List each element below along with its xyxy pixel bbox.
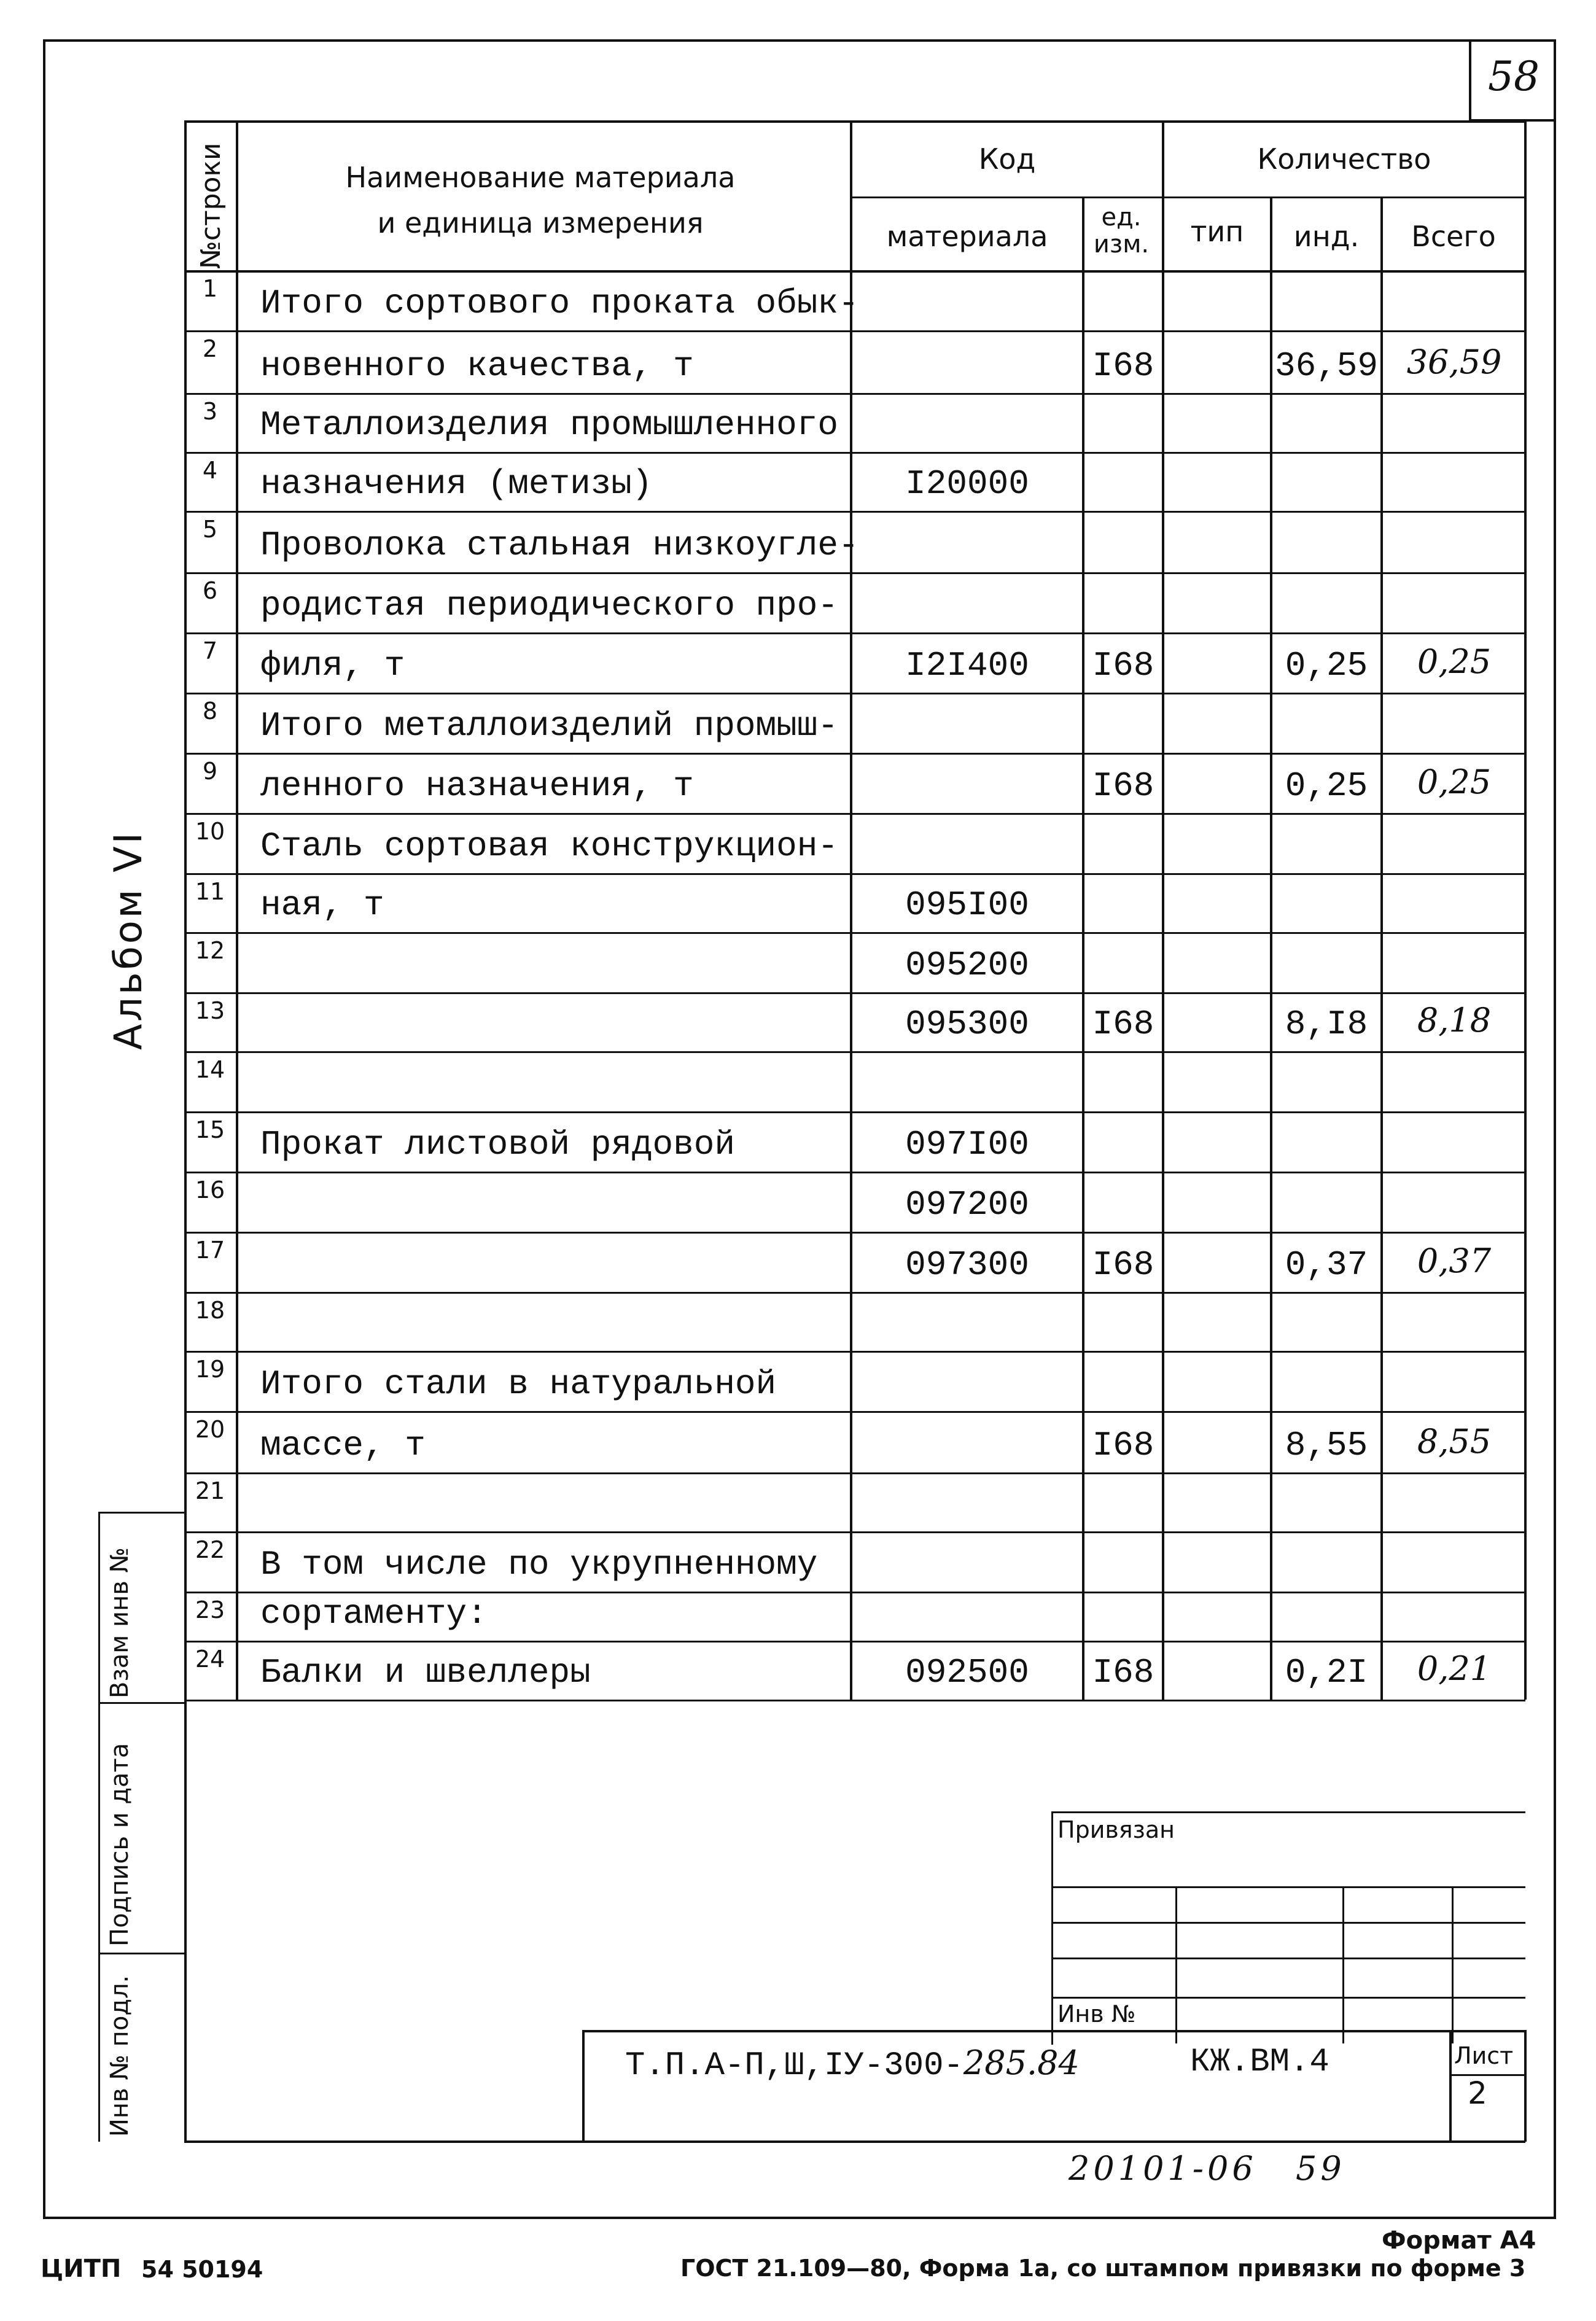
podpis-data-label: Подпись и дата	[106, 1743, 134, 1946]
row-unit-code: I68	[1092, 1426, 1154, 1465]
stamp-grid-h4	[1051, 1997, 1525, 1999]
row-number: 20	[195, 1416, 225, 1443]
stamp-privyazan-top	[1051, 1811, 1525, 1813]
table-row	[184, 270, 1525, 330]
stamp-grid-v2	[1342, 1886, 1344, 2043]
header-row-no: №строки	[195, 142, 227, 269]
row-material-code: 095I00	[905, 885, 1029, 925]
titleblock-sheet-div	[1449, 2074, 1525, 2076]
header-qty-type: тип	[1190, 215, 1244, 248]
doc-code: КЖ.ВМ.4	[1190, 2043, 1329, 2081]
row-material-code: 097200	[905, 1185, 1029, 1224]
row-material-name: ленного назначения, т	[260, 766, 694, 806]
row-material-name: Итого металлоизделий промыш-	[260, 706, 838, 745]
header-mid-code	[850, 196, 1525, 198]
handwritten-page: 59	[1296, 2149, 1345, 2188]
titleblock-bottom	[184, 2140, 1525, 2143]
org-label: ЦИТП	[41, 2255, 122, 2283]
row-qty-ind: 0,37	[1285, 1245, 1368, 1285]
table-row	[184, 1592, 1525, 1641]
side-strip-top	[98, 1512, 184, 1514]
header-name-line2: и единица измерения	[377, 206, 704, 239]
row-number: 7	[202, 637, 218, 664]
header-name-line1: Наименование материала	[345, 161, 736, 194]
row-material-name: Прокат листовой рядовой	[260, 1125, 735, 1164]
row-material-code: 097300	[905, 1245, 1029, 1285]
row-number: 4	[202, 457, 218, 484]
table-row	[184, 1351, 1525, 1411]
table-row	[184, 330, 1525, 393]
row-number: 11	[195, 878, 225, 905]
header-code-material: материала	[886, 220, 1048, 253]
row-material-code: 092500	[905, 1653, 1029, 1692]
row-material-name: ная, т	[260, 885, 384, 925]
table-row	[184, 1051, 1525, 1111]
stamp-grid-h2	[1051, 1922, 1525, 1924]
row-unit-code: I68	[1092, 346, 1154, 386]
row-material-name: Металлоизделия промышленного	[260, 405, 838, 445]
page-number-box-left	[1469, 39, 1471, 120]
page-number: 58	[1488, 53, 1540, 100]
table-row	[184, 511, 1525, 572]
row-qty-ind: 8,55	[1285, 1426, 1368, 1465]
table-row	[184, 1232, 1525, 1292]
header-code-unit: ед. изм.	[1093, 203, 1150, 259]
header-code: Код	[978, 142, 1036, 176]
sheet-number: 2	[1468, 2075, 1487, 2111]
inv-podl-label: Инв № подл.	[106, 1975, 134, 2137]
table-row	[184, 1472, 1525, 1531]
sheet-label: Лист	[1454, 2042, 1514, 2069]
row-qty-total: 8,18	[1417, 1001, 1492, 1040]
row-number: 3	[202, 398, 218, 425]
row-material-name: массе, т	[260, 1426, 426, 1465]
gost-form-label: ГОСТ 21.109—80, Форма 1а, со штампом привязки по форме 3	[680, 2255, 1526, 2282]
table-row	[184, 1111, 1525, 1172]
row-qty-total: 0,21	[1417, 1649, 1492, 1688]
table-row	[184, 753, 1525, 813]
table-row	[184, 1292, 1525, 1351]
row-number: 8	[202, 698, 218, 725]
row-material-name: В том числе по укрупненному	[260, 1545, 818, 1584]
table-row	[184, 1411, 1525, 1472]
row-number: 22	[195, 1536, 225, 1563]
stamp-grid-h3	[1051, 1957, 1525, 1959]
row-qty-ind: 36,59	[1274, 346, 1379, 386]
table-row	[184, 813, 1525, 873]
stamp-grid-h1	[1051, 1886, 1525, 1888]
row-unit-code: I68	[1092, 766, 1154, 806]
row-unit-code: I68	[1092, 1653, 1154, 1692]
vzam-inv-label: Взам инв №	[106, 1547, 134, 1698]
side-strip-div2	[98, 1953, 184, 1954]
row-material-code: 095300	[905, 1005, 1029, 1044]
frame-top	[43, 39, 1555, 42]
row-qty-total: 0,25	[1417, 763, 1492, 801]
row-number: 15	[195, 1116, 225, 1143]
table-row	[184, 932, 1525, 992]
row-material-name: Проволока стальная низкоугле-	[260, 526, 859, 565]
titleblock-sheet-left	[1449, 2030, 1452, 2142]
row-material-name: сортаменту:	[260, 1594, 488, 1633]
titleblock-right	[1524, 2030, 1527, 2142]
row-number: 1	[202, 275, 218, 302]
row-number: 16	[195, 1176, 225, 1203]
row-qty-ind: 0,2I	[1285, 1653, 1368, 1692]
row-qty-ind: 8,I8	[1285, 1005, 1368, 1044]
row-material-code: 095200	[905, 946, 1029, 985]
titleblock-left	[582, 2030, 585, 2142]
row-material-name: родистая периодического про-	[260, 586, 838, 625]
row-material-name: назначения (метизы)	[260, 464, 653, 503]
table-row	[184, 1531, 1525, 1592]
doc-designation-number: 285.84	[963, 2043, 1080, 2082]
table-row	[184, 1641, 1525, 1700]
frame-right	[1554, 39, 1556, 2219]
row-qty-ind: 0,25	[1285, 646, 1368, 685]
side-strip-div1	[98, 1702, 184, 1704]
table-row	[184, 572, 1525, 632]
table-row	[184, 992, 1525, 1051]
table-row	[184, 632, 1525, 693]
row-unit-code: I68	[1092, 1245, 1154, 1285]
doc-designation	[625, 2043, 1080, 2085]
stamp-grid-v1	[1175, 1886, 1177, 2043]
row-divider	[184, 1700, 1525, 1701]
org-number: 54 50194	[141, 2256, 263, 2283]
row-number: 21	[195, 1477, 225, 1504]
row-material-name: новенного качества, т	[260, 346, 694, 386]
row-material-name: Балки и швеллеры	[260, 1653, 591, 1692]
row-number: 9	[202, 758, 218, 785]
format-label: Формат А4	[1382, 2226, 1536, 2255]
row-qty-total: 0,37	[1417, 1242, 1492, 1280]
row-qty-total: 36,59	[1406, 343, 1502, 381]
table-row	[184, 1172, 1525, 1232]
row-number: 19	[195, 1356, 225, 1383]
row-unit-code: I68	[1092, 1005, 1154, 1044]
album-label: Альбом VI	[106, 830, 150, 1050]
header-quantity: Количество	[1257, 142, 1431, 176]
table-row	[184, 693, 1525, 753]
row-number: 6	[202, 577, 218, 604]
stamp-privyazan-left	[1051, 1811, 1053, 2045]
row-number: 14	[195, 1056, 225, 1083]
row-number: 5	[202, 516, 218, 543]
row-number: 12	[195, 937, 225, 964]
table-row	[184, 452, 1525, 511]
frame-bottom	[43, 2217, 1555, 2219]
stamp-privyazan-label: Привязан	[1057, 1816, 1175, 1843]
row-qty-total: 8,55	[1417, 1422, 1492, 1461]
doc-designation-main: Т.П.А-П,Ш,IУ-300-	[625, 2047, 963, 2085]
table-row	[184, 873, 1525, 932]
row-material-code: 097I00	[905, 1125, 1029, 1164]
row-material-name: филя, т	[260, 646, 405, 685]
row-material-code: I20000	[905, 464, 1029, 503]
row-number: 17	[195, 1237, 225, 1264]
row-number: 18	[195, 1297, 225, 1324]
row-number: 2	[202, 335, 218, 362]
header-qty-total: Всего	[1411, 220, 1496, 253]
row-number: 23	[195, 1596, 225, 1623]
frame-left	[43, 39, 45, 2219]
row-material-name: Сталь сортовая конструкцион-	[260, 826, 838, 866]
row-unit-code: I68	[1092, 646, 1154, 685]
header-qty-ind: инд.	[1293, 220, 1360, 253]
row-qty-ind: 0,25	[1285, 766, 1368, 806]
row-number: 13	[195, 997, 225, 1024]
row-number: 10	[195, 818, 225, 845]
table-top	[184, 120, 1525, 123]
row-material-code: I2I400	[905, 646, 1029, 685]
titleblock-top	[582, 2030, 1525, 2032]
row-qty-total: 0,25	[1417, 642, 1492, 681]
row-material-name: Итого сортового проката обык-	[260, 284, 859, 323]
row-material-name: Итого стали в натуральной	[260, 1364, 777, 1404]
stamp-inv-label: Инв №	[1057, 2000, 1136, 2027]
side-strip-left	[98, 1512, 100, 2142]
handwritten-code: 20101-06	[1069, 2149, 1257, 2188]
stamp-grid-v3	[1452, 1886, 1454, 2043]
table-row	[184, 393, 1525, 452]
row-number: 24	[195, 1646, 225, 1673]
